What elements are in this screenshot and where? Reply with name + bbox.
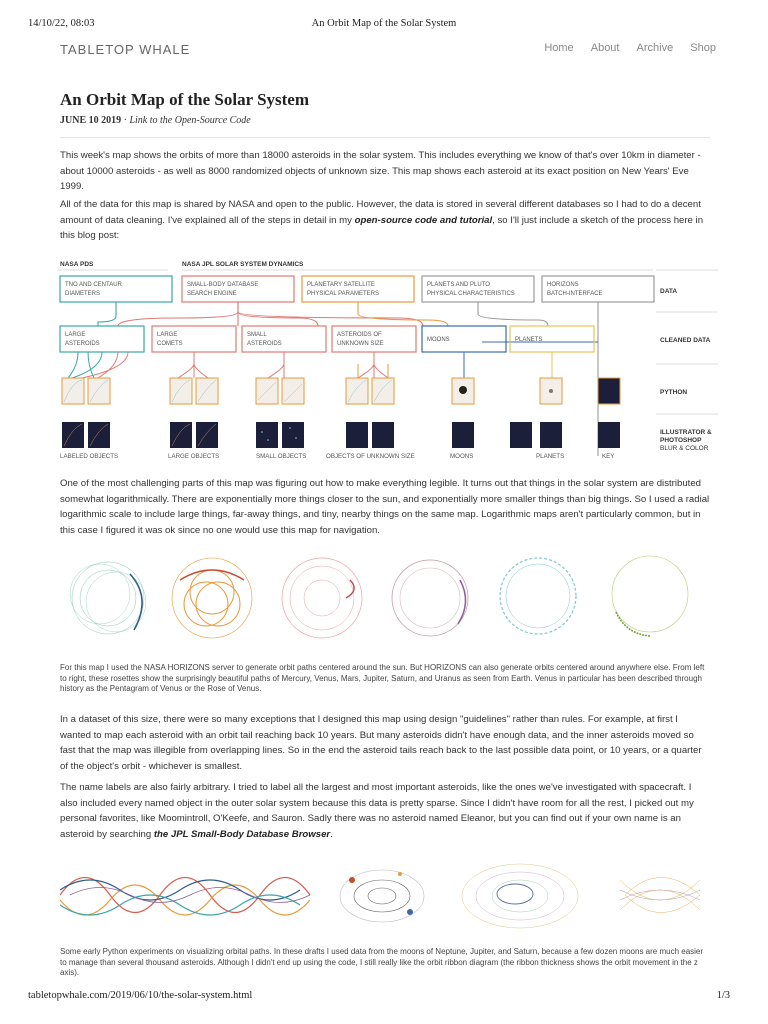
cleaned-box-small-asteroids xyxy=(242,326,326,352)
paragraph-intro: This week's map shows the orbits of more than 18000 asteroids in the solar system. This includes everything we know of that's over 10km in diameter - about 10000 asteroids - as well as 8000 randomized objects of unknown size. This map shows each asteroid at its exact position on New Years' Eve 1999. xyxy=(60,150,701,192)
paragraph-guidelines: In a dataset of this size, there were so many exceptions that I designed this map using design "guidelines" rather than rules. For example, at first I wanted to map each asteroid with an orbit tail reaching back 10 years. But many asteroids didn't have enough data, and the inner asteroids moved so fast that the map was illegible from overlapping lines. So in the end the asteroid tails reach back to the last possible data point, or 10 years, or a quarter of the object's orbit - whichever is smallest. xyxy=(60,714,702,772)
final-thumbnails xyxy=(62,422,620,448)
asteroid-cloud-draft xyxy=(462,864,578,928)
nav-about[interactable]: About xyxy=(590,42,620,54)
python-experiments-row xyxy=(60,850,710,940)
print-footer xyxy=(28,990,740,1004)
output-label-planets: PLANETS xyxy=(536,453,565,460)
svg-text:PHOTOSHOP: PHOTOSHOP xyxy=(660,437,702,444)
article-date: JUNE 10 2019 xyxy=(60,115,122,126)
svg-text:SMALL-BODY DATABASE: SMALL-BODY DATABASE xyxy=(187,282,259,288)
output-label-key: KEY xyxy=(602,453,615,460)
nav-shop[interactable]: Shop xyxy=(690,42,716,54)
svg-text:CLEANED DATA: CLEANED DATA xyxy=(660,337,711,344)
top-nav xyxy=(530,42,716,54)
rosette-uranus xyxy=(612,556,688,636)
rosette-venus xyxy=(172,558,252,638)
svg-text:BATCH-INTERFACE: BATCH-INTERFACE xyxy=(547,291,603,297)
svg-text:PLANETARY SATELLITE: PLANETARY SATELLITE xyxy=(307,282,375,288)
svg-text:UNKNOWN SIZE: UNKNOWN SIZE xyxy=(337,341,384,347)
svg-text:PLANETS: PLANETS xyxy=(515,337,543,343)
svg-text:SEARCH ENGINE: SEARCH ENGINE xyxy=(187,291,237,297)
paragraph-labels: The name labels are also fairly arbitrary. I tried to label all the largest and most important asteroids, like the ones we've investigated with spacecraft. I also included every named object in the outer solar system because this data is pretty sparse. Since I didn't have room for all the rest, I picked out my personal favorites, like Moomintroll, O'Keefe, and Sauron. Sadly there was no asteroid named Eleanor, but you can find out if your own name is an asteroid by searching the JPL Small-Body Database Browser. xyxy=(60,782,694,840)
article-title: An Orbit Map of the Solar System xyxy=(60,90,310,109)
svg-text:LARGE: LARGE xyxy=(65,332,86,338)
print-header xyxy=(28,18,740,32)
svg-text:ILLUSTRATOR &: ILLUSTRATOR & xyxy=(660,429,712,436)
svg-text:ASTEROIDS OF: ASTEROIDS OF xyxy=(337,332,382,338)
divider xyxy=(60,137,710,138)
python-thumbnails xyxy=(62,378,620,404)
svg-text:COMETS: COMETS xyxy=(157,341,183,347)
cleaned-box-planets xyxy=(510,326,594,352)
nav-archive[interactable]: Archive xyxy=(636,42,674,54)
article-meta: JUNE 10 2019 · Link to the Open-Source Code xyxy=(60,115,251,126)
rosette-mercury xyxy=(70,562,146,634)
orbit-ribbon-diagram xyxy=(60,878,310,916)
source-box-horizons xyxy=(542,276,654,302)
print-datetime: 14/10/22, 08:03 xyxy=(28,18,95,29)
output-label-small: SMALL OBJECTS xyxy=(256,453,307,460)
cleaned-box-moons xyxy=(422,326,506,352)
svg-text:PYTHON: PYTHON xyxy=(660,389,688,396)
source-box-planets xyxy=(422,276,534,302)
svg-text:MOONS: MOONS xyxy=(427,337,450,343)
output-label-large: LARGE OBJECTS xyxy=(168,453,220,460)
label-nasa-pds: NASA PDS xyxy=(60,261,94,268)
process-diagram xyxy=(58,256,718,464)
print-url: tabletopwhale.com/2019/06/10/the-solar-system.html xyxy=(28,990,253,1001)
svg-text:ASTEROIDS: ASTEROIDS xyxy=(65,341,100,347)
output-label-unknown: OBJECTS OF UNKNOWN SIZE xyxy=(326,453,415,460)
row-labels xyxy=(656,270,718,452)
svg-text:PHYSICAL PARAMETERS: PHYSICAL PARAMETERS xyxy=(307,291,380,297)
source-box-sbdb xyxy=(182,276,294,302)
rosette-saturn xyxy=(500,558,576,634)
svg-text:PHYSICAL CHARACTERISTICS: PHYSICAL CHARACTERISTICS xyxy=(427,291,515,297)
svg-text:ASTEROIDS: ASTEROIDS xyxy=(247,341,282,347)
tutorial-link[interactable]: open-source code and tutorial xyxy=(354,214,493,226)
connectors-python xyxy=(68,352,552,378)
caption-python: Some early Python experiments on visualizing orbital paths. In these drafts I used data from the moons of Neptune, Jupiter, and Saturn, because a few dozen moons are much easier to manage than several thousand asteroids. Although I didn't end up using the code, I still really like the orbit ribbon diagram (the ribbon thickness shows the orbit movement in the z axis). xyxy=(60,947,704,977)
source-code-link[interactable]: Link to the Open-Source Code xyxy=(129,115,251,126)
svg-text:SMALL: SMALL xyxy=(247,332,267,338)
ribbon-draft xyxy=(620,878,700,913)
svg-text:LARGE: LARGE xyxy=(157,332,178,338)
cleaned-box-large-asteroids xyxy=(60,326,144,352)
source-box-satellite xyxy=(302,276,414,302)
svg-text:DIAMETERS: DIAMETERS xyxy=(65,291,101,297)
source-box-tno xyxy=(60,276,172,302)
label-nasa-jpl: NASA JPL SOLAR SYSTEM DYNAMICS xyxy=(182,261,304,268)
paragraph-logarithmic: One of the most challenging parts of this map was figuring out how to make everything legible. It turns out that things in the solar system are distributed somewhat logarithmically. There are exponentially more things closer to the sun, and exponentially more smaller things than big things. So I used a radial logarithmic scale to include large things, far-away things, and tiny, nearby things on the same map. Logarithmic maps aren't particularly common, but in this case I figured it was ok since no one would use this map for navigation. xyxy=(60,478,710,536)
print-page-number: 1/3 xyxy=(716,990,730,1001)
caption-rosettes: For this map I used the NASA HORIZONS server to generate orbit paths centered around the sun. But HORIZONS can also generate orbits centered around anywhere else. From left to right, these rosettes show the surprisingly beautiful paths of Mercury, Venus, Mars, Jupiter, Saturn, and Uranus as seen from Earth. Venus in particular has been described through history as the Pentagram of Venus or the Rose of Venus. xyxy=(60,663,705,693)
jpl-browser-link[interactable]: the JPL Small-Body Database Browser xyxy=(153,828,331,840)
rosette-row xyxy=(60,550,710,646)
nav-home[interactable]: Home xyxy=(544,42,574,54)
cleaned-box-unknown-size xyxy=(332,326,416,352)
cleaned-box-large-comets xyxy=(152,326,236,352)
print-title: An Orbit Map of the Solar System xyxy=(311,18,457,29)
svg-text:TNO AND CENTAUR: TNO AND CENTAUR xyxy=(65,282,122,288)
svg-text:HORIZONS: HORIZONS xyxy=(547,282,579,288)
svg-text:DATA: DATA xyxy=(660,288,678,295)
output-label-moons: MOONS xyxy=(450,453,474,460)
svg-text:BLUR & COLOR: BLUR & COLOR xyxy=(660,445,709,452)
svg-text:PLANETS AND PLUTO: PLANETS AND PLUTO xyxy=(427,282,490,288)
moon-orbits-draft xyxy=(340,870,424,922)
site-brand[interactable]: TABLETOP WHALE xyxy=(60,42,191,57)
output-label-labeled: LABELED OBJECTS xyxy=(60,453,119,460)
rosette-jupiter xyxy=(392,560,468,636)
paragraph-data-sources: All of the data for this map is shared by NASA and open to the public. However, the data is stored in several different databases so I had to do a decent amount of data cleaning. I've explained all of the steps in detail in my open-source code and tutorial, so I'll just include a sketch of the process here in this blog post: xyxy=(60,199,704,241)
rosette-mars xyxy=(282,558,362,638)
